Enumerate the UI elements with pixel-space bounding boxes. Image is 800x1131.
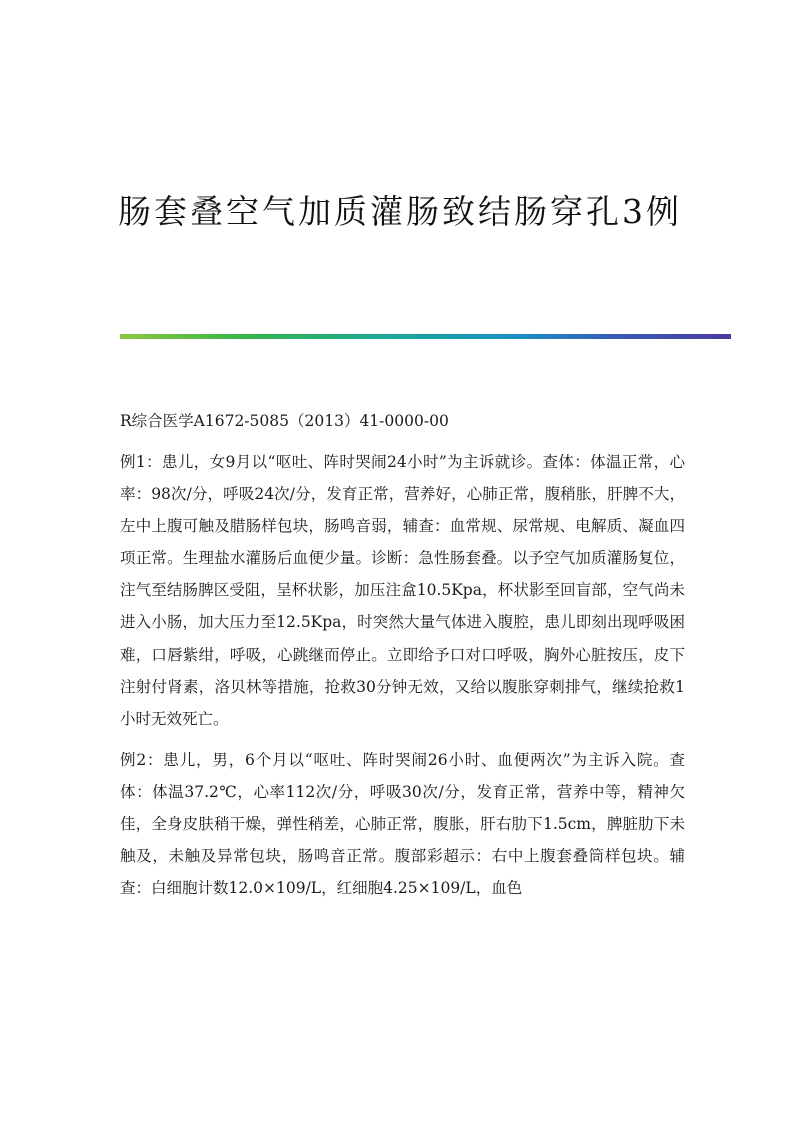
case-paragraph-2: 例2：患儿，男，6个月以“呕吐、阵时哭闹26小时、血便两次”为主诉入院。查体：体温37.2℃，心率112次/分，呼吸30次/分，发育正常，营养中等，精神欠佳，全身皮肤稍干燥，弹性稍差，心肺正常，腹胀，肝右肋下1.5cm，脾脏肋下未触及，未触及异常包块，肠鸣音正常。腹部彩超示：右中上腹套叠筒样包块。辅查：白细胞计数12.0×109/L，红细胞4.25×109/L，血色	[120, 750, 685, 898]
document-body	[120, 408, 685, 913]
title-divider	[120, 334, 731, 339]
document-title: 肠套叠空气加质灌肠致结肠穿孔3例	[118, 192, 682, 231]
citation-line: R综合医学A1672-5085（2013）41-0000-00	[120, 412, 449, 430]
case-paragraph-1: 例1：患儿，女9月以“呕吐、阵时哭闹24小时”为主诉就诊。查体：体温正常，心率：98次/分，呼吸24次/分，发育正常，营养好，心肺正常，腹稍胀，肝脾不大，左中上腹可触及腊肠样包块，肠鸣音弱，辅查：血常规、尿常规、电解质、凝血四项正常。生理盐水灌肠后血便少量。诊断：急性肠套叠。以予空气加质灌肠复位，注气至结肠脾区受阻，呈杯状影，加压注盒10.5Kpa，杯状影至回盲部，空气尚未进入小肠，加大压力至12.5Kpa，时突然大量气体进入腹腔，患儿即刻出现呼吸困难，口唇紫绀，呼吸，心跳继而停止。立即给予口对口呼吸，胸外心脏按压，皮下注射付肾素，洛贝林等措施，抢救30分钟无效，又给以腹胀穿刺排气，继续抢救1小时无效死亡。	[120, 453, 685, 728]
